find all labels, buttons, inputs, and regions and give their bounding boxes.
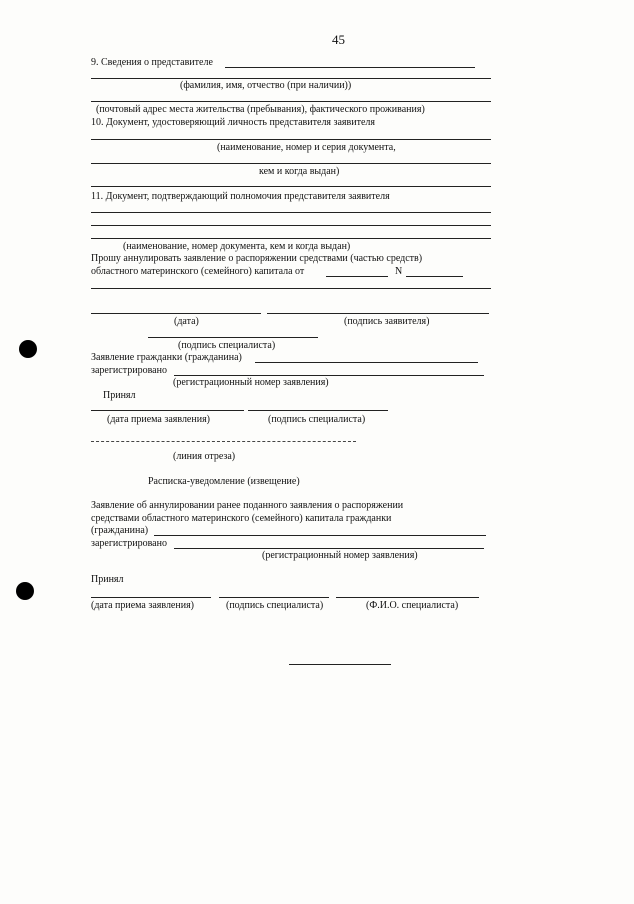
reg1-reg-number-hint: (регистрационный номер заявления): [173, 377, 329, 388]
receipt-reg-number-hint: (регистрационный номер заявления): [262, 550, 418, 561]
page-number: 45: [332, 32, 345, 47]
s10-line-1[interactable]: [91, 139, 491, 140]
applicant-sign-line[interactable]: [267, 313, 489, 314]
receipt-accept-date-hint: (дата приема заявления): [91, 600, 195, 611]
receipt-text-3: (гражданина): [91, 525, 149, 536]
receipt-specialist-fio-line[interactable]: [336, 597, 479, 598]
reg1-registered: зарегистрировано: [91, 365, 167, 376]
reg1-citizen-line[interactable]: [255, 362, 478, 363]
receipt-text-1: Заявление об аннулировании ранее поданного заявления о распоряжении: [91, 500, 404, 511]
punch-hole-bottom: [16, 582, 34, 600]
applicant-sign-hint: (подпись заявителя): [344, 316, 430, 327]
receipt-specialist-sign-line[interactable]: [219, 597, 329, 598]
specialist-sign-hint-1: (подпись специалиста): [178, 340, 276, 351]
receipt-text-2: средствами областного материнского (семейного) капитала гражданки: [91, 513, 392, 524]
request-line-1: Прошу аннулировать заявление о распоряжении средствами (частью средств): [91, 253, 423, 264]
cut-line-label: (линия отреза): [173, 451, 236, 462]
receipt-citizen-line[interactable]: [154, 535, 486, 536]
s11-hint-doc: (наименование, номер документа, кем и когда выдан): [123, 241, 351, 252]
s9-label: 9. Сведения о представителе: [91, 57, 213, 68]
s10-line-2[interactable]: [91, 163, 491, 164]
end-separator: [289, 664, 391, 665]
s10-label: 10. Документ, удостоверяющий личность представителя заявителя: [91, 117, 375, 128]
reg1-specialist-sign-hint: (подпись специалиста): [268, 414, 366, 425]
request-extra-line[interactable]: [91, 288, 491, 289]
reg1-accept-date-hint: (дата приема заявления): [107, 414, 211, 425]
reg1-accept-date-line[interactable]: [91, 410, 244, 411]
s9-fill-line[interactable]: [225, 67, 475, 68]
s11-line-3[interactable]: [91, 238, 491, 239]
s10-hint-issued: кем и когда выдан): [259, 166, 340, 177]
receipt-registered-line[interactable]: [174, 548, 484, 549]
cut-line: [91, 441, 356, 442]
reg1-specialist-sign-line[interactable]: [248, 410, 388, 411]
reg1-statement: Заявление гражданки (гражданина): [91, 352, 242, 363]
reg1-accepted: Принял: [103, 390, 136, 401]
date-line[interactable]: [91, 313, 261, 314]
s10-line-3[interactable]: [91, 186, 491, 187]
request-number-field[interactable]: [406, 276, 463, 277]
s11-line-2[interactable]: [91, 225, 491, 226]
request-date-field[interactable]: [326, 276, 388, 277]
receipt-registered: зарегистрировано: [91, 538, 167, 549]
receipt-specialist-sign-hint: (подпись специалиста): [226, 600, 324, 611]
punch-hole-top: [19, 340, 37, 358]
s9-fio-line[interactable]: [91, 78, 491, 79]
s9-hint-fio: (фамилия, имя, отчество (при наличии)): [180, 80, 352, 91]
request-line-2: областного материнского (семейного) капитала от: [91, 266, 305, 277]
s11-label: 11. Документ, подтверждающий полномочия представителя заявителя: [91, 191, 390, 202]
s9-hint-address: (почтовый адрес места жительства (пребывания), фактического проживания): [96, 104, 425, 115]
receipt-accepted: Принял: [91, 574, 124, 585]
specialist-sign-line-1[interactable]: [148, 337, 318, 338]
s11-line-1[interactable]: [91, 212, 491, 213]
receipt-specialist-fio-hint: (Ф.И.О. специалиста): [366, 600, 459, 611]
date-hint: (дата): [174, 316, 199, 327]
receipt-accept-date-line[interactable]: [91, 597, 211, 598]
reg1-registered-line[interactable]: [174, 375, 484, 376]
receipt-title: Расписка-уведомление (извещение): [148, 476, 300, 487]
s9-address-line[interactable]: [91, 101, 491, 102]
s10-hint-doc: (наименование, номер и серия документа,: [217, 142, 396, 153]
request-number-label: N: [395, 266, 403, 277]
